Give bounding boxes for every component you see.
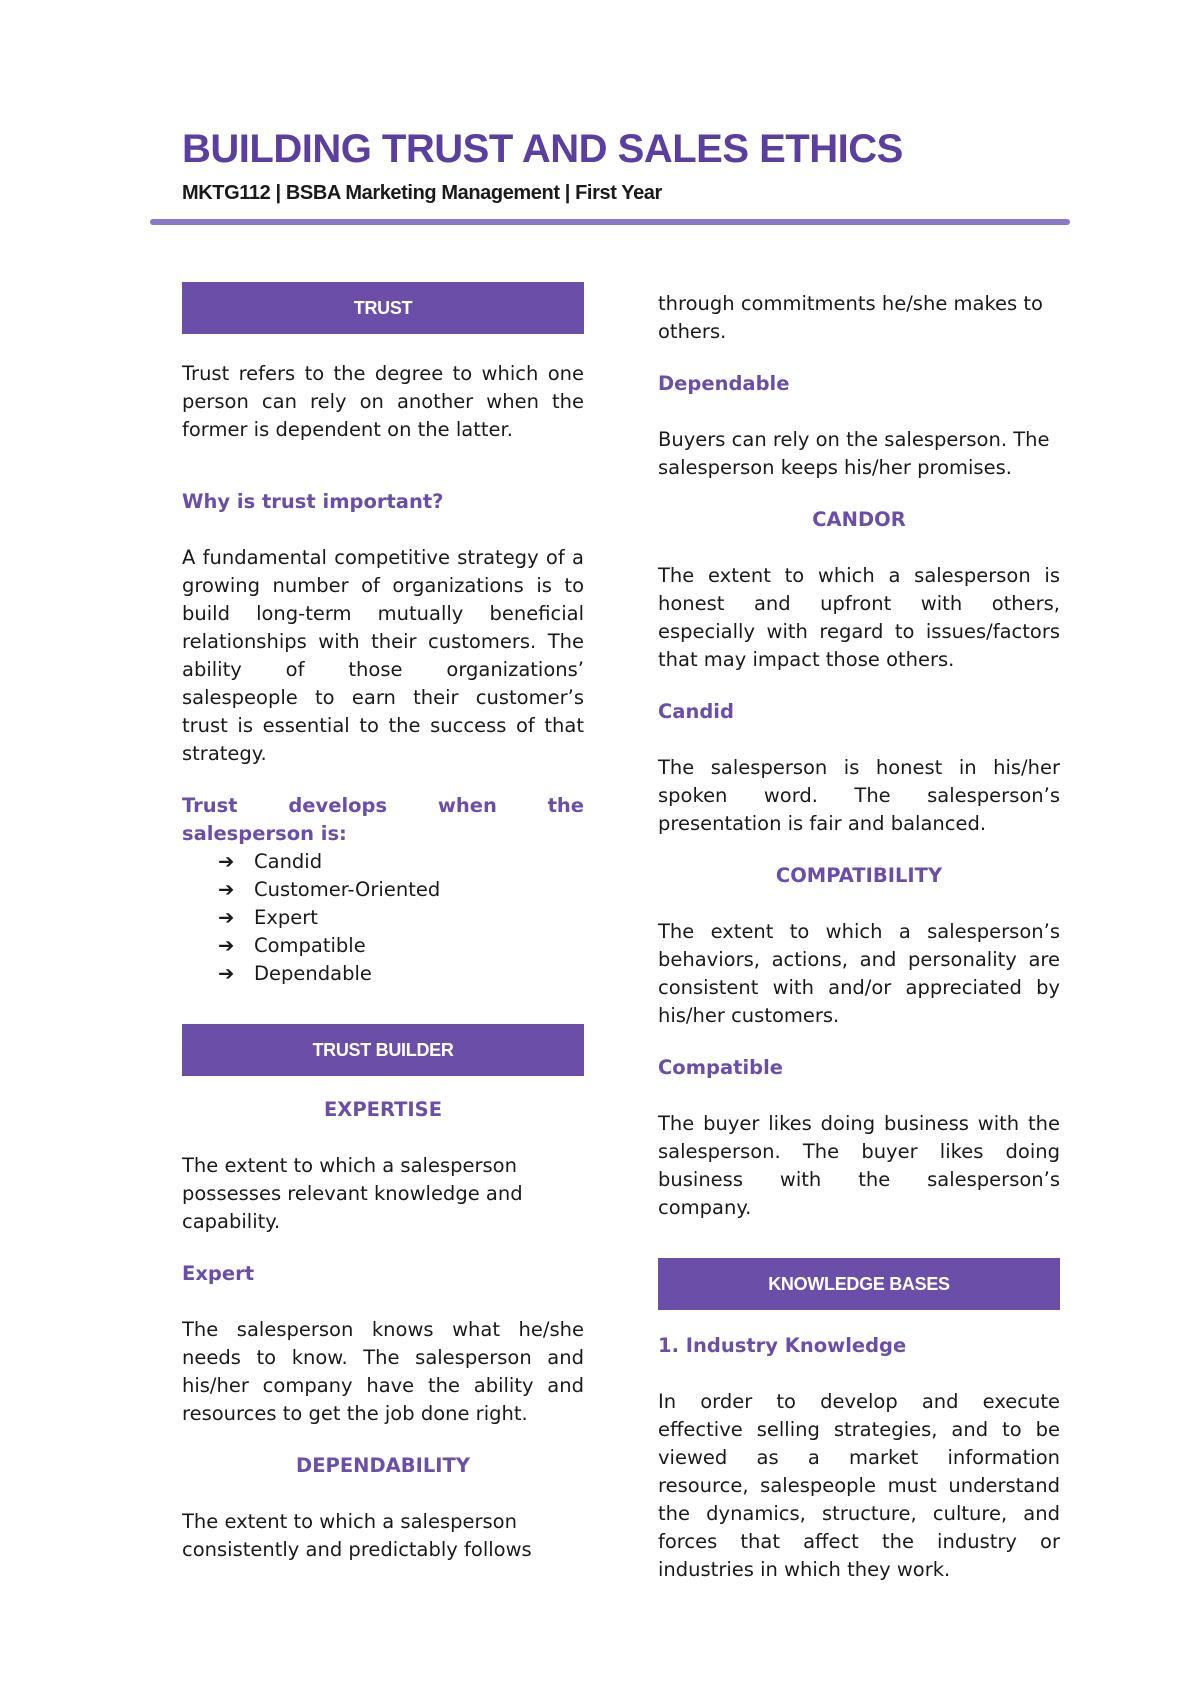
dependability-text: The extent to which a salesperson consistently and predictably follows: [182, 1510, 532, 1561]
list-item: ➔ Dependable: [218, 960, 584, 988]
candor-text: The extent to which a salesperson is honest and upfront with others, especially with regard to issues/factors that may impact those others.: [658, 564, 1060, 671]
list-item: ➔ Customer-Oriented: [218, 876, 584, 904]
candor-heading: CANDOR: [812, 508, 906, 531]
section-bar-trust: TRUST: [182, 282, 584, 334]
candid-text: The salesperson is honest in his/her spoken word. The salesperson’s presentation is fair and balanced.: [658, 756, 1060, 835]
trust-develops-list: [182, 848, 584, 988]
arrow-right-icon: ➔: [218, 962, 235, 985]
industry-knowledge-heading: 1. Industry Knowledge: [658, 1334, 907, 1357]
trust-develops-heading: Trust develops when the salesperson is:: [182, 794, 584, 845]
header-divider: [150, 219, 1070, 225]
section-bar-knowledge-bases: KNOWLEDGE BASES: [658, 1258, 1060, 1310]
left-column: [182, 282, 584, 1564]
right-column: [658, 290, 1060, 1584]
compatible-text: The buyer likes doing business with the salesperson. The buyer likes doing business with the salesperson’s company.: [658, 1112, 1060, 1219]
expertise-text: The extent to which a salesperson possesses relevant knowledge and capability.: [182, 1154, 523, 1233]
dependable-text: Buyers can rely on the salesperson. The salesperson keeps his/her promises.: [658, 428, 1050, 479]
list-item: ➔ Candid: [218, 848, 584, 876]
document-subtitle: MKTG112 | BSBA Marketing Management | First Year: [182, 182, 662, 204]
dependable-heading: Dependable: [658, 372, 790, 395]
arrow-right-icon: ➔: [218, 934, 235, 957]
arrow-right-icon: ➔: [218, 850, 235, 873]
dependability-heading: DEPENDABILITY: [296, 1454, 470, 1477]
compatibility-text: The extent to which a salesperson’s behaviors, actions, and personality are consistent with and/or appreciated by his/her customers.: [658, 920, 1060, 1027]
expert-heading: Expert: [182, 1262, 255, 1285]
dependability-text-continued: through commitments he/she makes to others.: [658, 292, 1043, 343]
list-item: ➔ Compatible: [218, 932, 584, 960]
candid-heading: Candid: [658, 700, 734, 723]
list-item: ➔ Expert: [218, 904, 584, 932]
expertise-heading: EXPERTISE: [323, 1098, 443, 1121]
trust-definition: Trust refers to the degree to which one person can rely on another when the former is dependent on the latter.: [182, 362, 584, 441]
compatible-heading: Compatible: [658, 1056, 784, 1079]
document-title: BUILDING TRUST AND SALES ETHICS: [182, 127, 903, 171]
expert-text: The salesperson knows what he/she needs to know. The salesperson and his/her company have the ability and resources to get the job done right.: [182, 1318, 584, 1425]
why-trust-text: A fundamental competitive strategy of a growing number of organizations is to build long-term mutually beneficial relationships with their customers. The ability of those organizations’ salespeople to earn their customer’s trust is essential to the success of that strategy.: [182, 546, 584, 765]
why-trust-heading: Why is trust important?: [182, 490, 444, 513]
section-bar-trust-builder: TRUST BUILDER: [182, 1024, 584, 1076]
arrow-right-icon: ➔: [218, 878, 235, 901]
industry-knowledge-text: In order to develop and execute effective selling strategies, and to be viewed as a market information resource, salespeople must understand the dynamics, structure, culture, and forces that affect the industry or industries in which they work.: [658, 1390, 1060, 1581]
arrow-right-icon: ➔: [218, 906, 235, 929]
compatibility-heading: COMPATIBILITY: [775, 864, 943, 887]
